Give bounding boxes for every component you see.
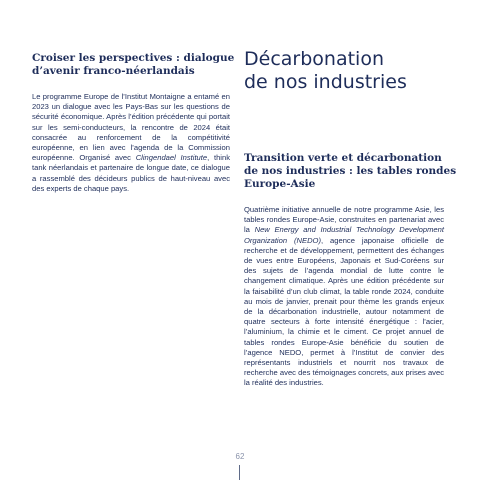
section-heading-line: Europe-Asie bbox=[244, 178, 316, 190]
paragraph-text: Le programme Europe de l’Institut Montaigne a entamé en 2023 un dialogue avec les Pays-Bas sur les questions de sécurité économique. Après l’édition précédente qui portait sur les semi-conducteurs, la rencontre de 2024 était consacrée au renforcement de la compétitivité européenne, en lien avec l’agenda de la Commission européenne. Organisé avec bbox=[32, 92, 230, 163]
right-column bbox=[244, 48, 457, 389]
dialogue-paragraph bbox=[32, 92, 230, 194]
page-title-line: de nos industries bbox=[244, 71, 407, 93]
page-title-line: Décarbonation bbox=[244, 48, 384, 70]
page-number: 62 bbox=[235, 452, 245, 461]
section-heading-line: de nos industries : les tables rondes bbox=[244, 165, 457, 177]
page-title bbox=[244, 48, 444, 94]
roundtables-paragraph bbox=[244, 205, 444, 389]
page-number-rule bbox=[239, 465, 240, 480]
left-column bbox=[32, 52, 235, 194]
section-heading-line: d’avenir franco-néerlandais bbox=[32, 65, 195, 77]
paragraph-italic-text: Clingendael Institute bbox=[135, 153, 208, 163]
paragraph-text: , think tank néerlandais et partenaire de longue date, ce dialogue a rassemblé des décideurs publics de haut-niveau avec des experts de chaque pays. bbox=[32, 153, 231, 193]
paragraph-text: Quatrième initiative annuelle de notre programme Asie, les tables rondes Europe-Asie, construites en partenariat avec la bbox=[244, 205, 444, 235]
paragraph-italic-text: New Energy and Industrial Technology Development Organization (NEDO) bbox=[244, 225, 444, 245]
section-heading-dialogue bbox=[32, 52, 235, 78]
section-heading-roundtables bbox=[244, 152, 457, 191]
section-heading-line: Croiser les perspectives : dialogue bbox=[32, 52, 235, 64]
section-heading-line: Transition verte et décarbonation bbox=[244, 152, 442, 164]
paragraph-text: , agence japonaise officielle de recherche et de développement, permettent des échanges de vues entre Européens, Japonais et Sud-Coréens sur des sujets de l’agenda mondial de lutte contre le changement climatique. Après une édition précédente sur la faisabilité d’un club climat, la table ronde 2024, conduite au mois de janvier, prenait pour thème les grands enjeux de la décarbonation industrielle, autour notamment de quatre secteurs à forte intensité énergétique : l’acier, l’aluminium, la chimie et le ciment. Ce projet annuel de tables rondes Europe-Asie bénéficie du soutien de l’agence NEDO, permet à l’Institut de convier des représentants industriels et nourrit nos travaux de recherche avec des témoignages concrets, aux prises avec la réalité des industries. bbox=[244, 235, 445, 388]
